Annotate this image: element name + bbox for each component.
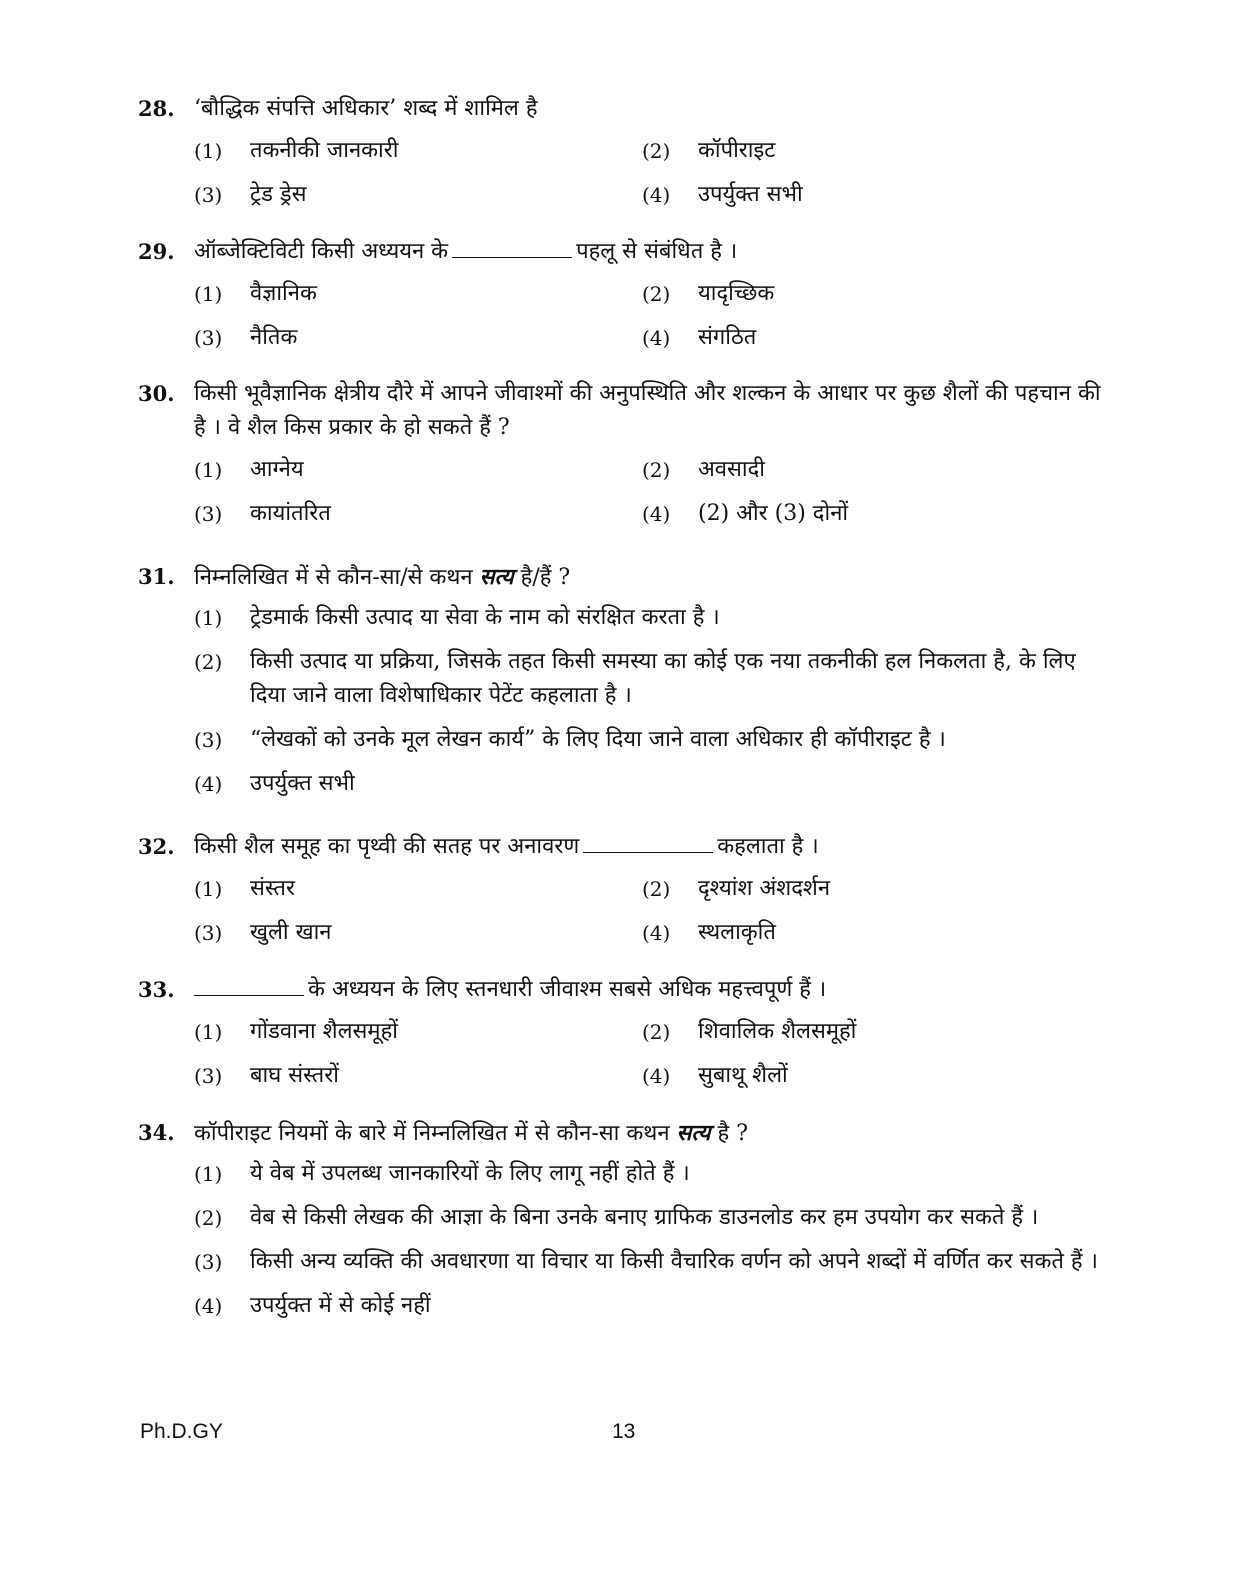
question-29	[138, 235, 1118, 355]
option-text: अवसादी	[698, 457, 765, 482]
question-text-part: कॉपीराइट नियमों के बारे में निम्नलिखित में से कौन-सा कथन	[194, 1121, 670, 1146]
option	[642, 277, 1090, 311]
question-text: किसी भूवैज्ञानिक क्षेत्रीय दौरे में आपने जीवाश्मों की अनुपस्थिति और शल्कन के आधार पर कुछ शैलों की पहचान की है । वे शैल किस प्रकार के हो सकते हैं ?	[194, 381, 1101, 440]
question-30	[138, 377, 1118, 531]
option	[642, 321, 1090, 355]
question-text-part: के अध्ययन के लिए स्तनधारी जीवाश्म सबसे अधिक महत्त्वपूर्ण हैं ।	[308, 977, 827, 1002]
fill-in-blank	[583, 834, 713, 853]
fill-in-blank	[452, 239, 572, 258]
option-text: कायांतरित	[250, 501, 331, 526]
page-number: 13	[612, 1420, 636, 1443]
option	[194, 916, 642, 950]
emphasis-word: सत्य	[479, 564, 514, 590]
question-number: 32.	[138, 834, 175, 859]
option-text: संस्तर	[250, 876, 295, 901]
option-text: कॉपीराइट	[698, 138, 776, 163]
option	[194, 1201, 1118, 1235]
option-number: (1)	[194, 458, 223, 482]
option-number: (2)	[194, 1206, 223, 1230]
option	[642, 1059, 1090, 1093]
option	[194, 1245, 1118, 1279]
question-number: 33.	[138, 977, 175, 1002]
option	[194, 723, 1118, 757]
question-text	[194, 830, 1118, 864]
question-text	[194, 1116, 1118, 1151]
option-text: स्थलाकृति	[698, 920, 776, 945]
option-text: शिवालिक शैलसमूहों	[698, 1019, 857, 1044]
option-text: तकनीकी जानकारी	[250, 138, 399, 163]
question-number: 34.	[138, 1120, 175, 1145]
option-number: (2)	[642, 1020, 671, 1044]
option-text: संगठित	[698, 325, 757, 350]
option-number: (3)	[194, 502, 223, 526]
question-text	[194, 973, 1118, 1007]
option-number: (1)	[194, 139, 223, 163]
option	[194, 1289, 1118, 1323]
option-text: उपर्युक्त सभी	[250, 771, 355, 796]
question-text-part: ऑब्जेक्टिविटी किसी अध्ययन के	[194, 239, 449, 264]
option	[194, 178, 642, 212]
option-text: नैतिक	[250, 325, 298, 350]
option-number: (4)	[642, 326, 671, 350]
option	[194, 277, 642, 311]
option-text: किसी अन्य व्यक्ति की अवधारणा या विचार या किसी वैचारिक वर्णन को अपने शब्दों में वर्णित कर सकते हैं ।	[250, 1249, 1098, 1274]
question-28	[138, 92, 1118, 212]
option	[194, 1157, 1118, 1191]
option-number: (4)	[642, 921, 671, 945]
option-number: (1)	[194, 606, 223, 630]
question-33	[138, 973, 1118, 1093]
option-text: गोंडवाना शैलसमूहों	[250, 1019, 398, 1044]
question-text-part: किसी शैल समूह का पृथ्वी की सतह पर अनावरण	[194, 834, 580, 859]
paper-code: Ph.D.GY	[140, 1420, 223, 1443]
option	[194, 321, 642, 355]
option-number: (1)	[194, 877, 223, 901]
option	[642, 178, 1090, 212]
option-number: (2)	[642, 139, 671, 163]
option-text: खुली खान	[250, 920, 332, 945]
option-number: (3)	[194, 183, 223, 207]
option-text: किसी उत्पाद या प्रक्रिया, जिसके तहत किसी समस्या का कोई एक नया तकनीकी हल निकलता है, के लिए दिया जाने वाला विशेषाधिकार पेटेंट कहलाता है ।	[250, 649, 1076, 708]
question-text: ‘बौद्धिक संपत्ति अधिकार’ शब्द में शामिल है	[194, 96, 538, 121]
option	[194, 1015, 642, 1049]
question-text-part: है/हैं ?	[520, 565, 571, 590]
option-text: ये वेब में उपलब्ध जानकारियों के लिए लागू नहीं होते हैं ।	[250, 1161, 690, 1186]
option-number: (1)	[194, 282, 223, 306]
option	[642, 916, 1090, 950]
option-text: यादृच्छिक	[698, 281, 775, 306]
option-number: (2)	[194, 650, 223, 674]
option	[194, 1059, 642, 1093]
option-text: उपर्युक्त में से कोई नहीं	[250, 1293, 431, 1318]
option-number: (4)	[642, 502, 671, 526]
question-34	[138, 1116, 1118, 1333]
option-text: “लेखकों को उनके मूल लेखन कार्य” के लिए दिया जाने वाला अधिकार ही कॉपीराइट है ।	[250, 727, 946, 752]
question-text-part: पहलू से संबंधित है ।	[576, 239, 738, 264]
option-text: वैज्ञानिक	[250, 281, 317, 306]
option-number: (4)	[642, 183, 671, 207]
question-number: 28.	[138, 96, 175, 121]
option-number: (1)	[194, 1162, 223, 1186]
option	[194, 497, 642, 531]
option-number: (3)	[194, 728, 223, 752]
option-number: (3)	[194, 1250, 223, 1274]
option	[642, 872, 1090, 906]
option-number: (1)	[194, 1020, 223, 1044]
option-text: आग्नेय	[250, 457, 304, 482]
option-number: (4)	[642, 1064, 671, 1088]
emphasis-word: सत्य	[676, 1120, 711, 1146]
option	[194, 872, 642, 906]
question-text-part: कहलाता है ।	[717, 834, 819, 859]
option	[194, 645, 1118, 713]
fill-in-blank	[194, 977, 304, 996]
question-number: 31.	[138, 564, 175, 589]
question-text	[194, 235, 1118, 269]
option-text: दृश्यांश अंशदर्शन	[698, 876, 831, 901]
question-number: 30.	[138, 381, 175, 406]
option-text: ट्रेडमार्क किसी उत्पाद या सेवा के नाम को संरक्षित करता है ।	[250, 605, 720, 630]
option-number: (3)	[194, 1064, 223, 1088]
option	[194, 767, 1118, 801]
option-number: (4)	[194, 772, 223, 796]
option-text: (2) और (3) दोनों	[698, 501, 849, 526]
option-number: (2)	[642, 282, 671, 306]
option-text: सुबाथू शैलों	[698, 1063, 788, 1088]
option-text: ट्रेड ड्रेस	[250, 182, 307, 207]
question-32	[138, 830, 1118, 950]
option-text: बाघ संस्तरों	[250, 1063, 339, 1088]
option	[642, 497, 1090, 531]
question-text-part: निम्नलिखित में से कौन-सा/से कथन	[194, 565, 473, 590]
question-number: 29.	[138, 239, 175, 264]
option-number: (3)	[194, 326, 223, 350]
option-text: उपर्युक्त सभी	[698, 182, 803, 207]
option-number: (3)	[194, 921, 223, 945]
option	[194, 601, 1118, 635]
option	[194, 453, 642, 487]
question-text-part: है ?	[717, 1121, 749, 1146]
option	[642, 453, 1090, 487]
option-number: (2)	[642, 458, 671, 482]
option-number: (2)	[642, 877, 671, 901]
option-number: (4)	[194, 1294, 223, 1318]
question-text	[194, 560, 1118, 595]
option	[642, 134, 1090, 168]
question-31	[138, 560, 1118, 811]
option-text: वेब से किसी लेखक की आज्ञा के बिना उनके बनाए ग्राफिक डाउनलोड कर हम उपयोग कर सकते हैं ।	[250, 1205, 1039, 1230]
option	[194, 134, 642, 168]
option	[642, 1015, 1090, 1049]
